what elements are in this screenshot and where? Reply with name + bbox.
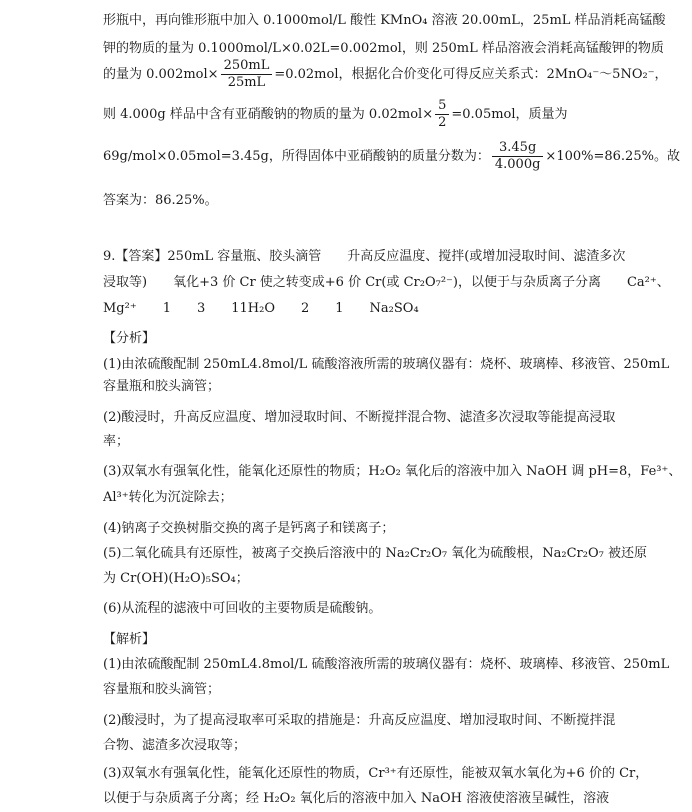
text-line: 以便于与杂质离子分离；经 H₂O₂ 氧化后的溶液中加入 NaOH 溶液使溶液呈碱性，溶液 — [103, 791, 610, 806]
formula-suffix: =0.05mol，质量为 — [451, 107, 568, 122]
text-line: 形瓶中，再向锥形瓶中加入 0.1000mol/L 酸性 KMnO₄ 溶液 20.00mL，25mL 样品消耗高锰酸 — [103, 13, 666, 28]
text-line: 9.【答案】250mL 容量瓶、胶头滴管 升高反应温度、搅拌(或增加浸取时间、滤渣多次 — [103, 249, 626, 264]
text-line: 【分析】 — [103, 331, 156, 346]
text-line: 【解析】 — [103, 632, 156, 647]
text-line: 浸取等) 氧化+3 价 Cr 使之转变成+6 价 Cr(或 Cr₂O₇²⁻)，以便于与杂质离子分离 Ca²⁺、 — [103, 275, 670, 290]
text-line: 容量瓶和胶头滴管； — [103, 682, 221, 697]
text-line: 合物、滤渣多次浸取等； — [103, 738, 247, 753]
text-line: 率； — [103, 434, 130, 449]
fraction-numerator: 250mL — [221, 58, 273, 75]
text-line: (5)二氧化硫具有还原性，被离子交换后溶液中的 Na₂Cr₂O₇ 氧化为硫酸根，Na₂Cr₂O₇ 被还原 — [103, 546, 647, 561]
text-line: (3)双氧水有强氧化性，能氧化还原性的物质；H₂O₂ 氧化后的溶液中加入 NaOH 调 pH=8，Fe³⁺、 — [103, 464, 682, 479]
text-line: (3)双氧水有强氧化性，能氧化还原性的物质，Cr³⁺有还原性，能被双氧水氧化为+6 价的 Cr， — [103, 766, 649, 781]
text-line: (4)钠离子交换树脂交换的离子是钙离子和镁离子； — [103, 521, 395, 536]
formula-prefix: 则 4.000g 样品中含有亚硝酸钠的物质的量为 0.02mol× — [103, 107, 434, 122]
fraction-numerator: 5 — [435, 98, 449, 115]
text-line: (1)由浓硫酸配制 250mL4.8mol/L 硫酸溶液所需的玻璃仪器有：烧杯、玻璃棒、移液管、250mL — [103, 357, 670, 372]
formula-suffix: ×100%=86.25%。故 — [545, 149, 680, 164]
text-line: 容量瓶和胶头滴管； — [103, 379, 221, 394]
text-line: Al³⁺转化为沉淀除去； — [103, 490, 233, 505]
fraction — [492, 140, 544, 173]
fraction-denominator: 25mL — [227, 75, 266, 90]
text-line: 钾的物质的量为 0.1000mol/L×0.02L=0.002mol，则 250mL 样品溶液会消耗高锰酸钾的物质 — [103, 41, 664, 56]
formula-line — [103, 58, 668, 92]
text-line: Mg²⁺ 1 3 11H₂O 2 1 Na₂SO₄ — [103, 301, 419, 316]
fraction — [221, 58, 273, 91]
text-line: (2)酸浸时，升高反应温度、增加浸取时间、不断搅拌混合物、滤渣多次浸取等能提高浸取 — [103, 410, 616, 425]
formula-line — [103, 140, 680, 174]
text-line: 答案为：86.25%。 — [103, 193, 218, 208]
formula-prefix: 69g/mol×0.05mol=3.45g，所得固体中亚硝酸钠的质量分数为： — [103, 149, 490, 164]
fraction-denominator: 2 — [438, 115, 447, 130]
text-line: (2)酸浸时，为了提高浸取率可采取的措施是：升高反应温度、增加浸取时间、不断搅拌混 — [103, 713, 616, 728]
formula-line — [103, 98, 568, 132]
text-line: (6)从流程的滤液中可回收的主要物质是硫酸钠。 — [103, 601, 382, 616]
text-line: (1)由浓硫酸配制 250mL4.8mol/L 硫酸溶液所需的玻璃仪器有：烧杯、玻璃棒、移液管、250mL — [103, 657, 670, 672]
text-line: 为 Cr(OH)(H₂O)₅SO₄； — [103, 571, 249, 586]
formula-prefix: 的量为 0.002mol× — [103, 67, 219, 82]
formula-suffix: =0.02mol，根据化合价变化可得反应关系式：2MnO₄⁻～5NO₂⁻， — [274, 67, 668, 82]
fraction-denominator: 4.000g — [494, 157, 541, 172]
fraction — [435, 98, 449, 131]
fraction-numerator: 3.45g — [492, 140, 544, 157]
